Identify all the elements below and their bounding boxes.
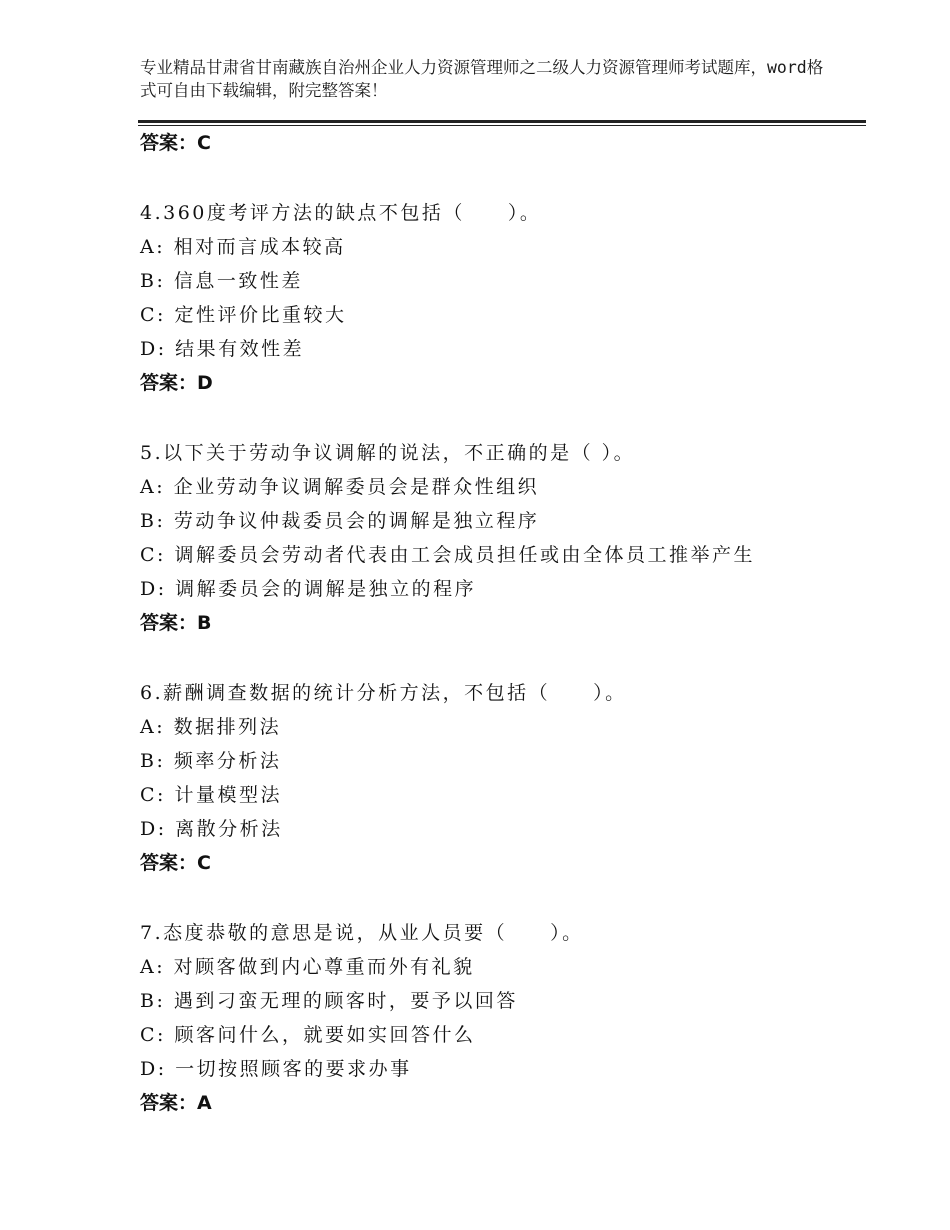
option-a: A: 数据排列法 <box>140 716 282 738</box>
answer-prev: 答案：C <box>140 132 211 154</box>
option-c: C: 定性评价比重较大 <box>140 304 347 326</box>
option-b: B: 遇到刁蛮无理的顾客时，要予以回答 <box>140 990 518 1012</box>
option-b: B: 信息一致性差 <box>140 270 303 292</box>
answer: 答案：B <box>140 612 212 634</box>
question-6 <box>140 676 880 880</box>
option-a: A: 相对而言成本较高 <box>140 236 346 258</box>
question-list <box>140 126 880 1120</box>
header-divider-thick <box>138 120 866 123</box>
option-d: D: 离散分析法 <box>140 818 283 840</box>
option-b: B: 劳动争议仲裁委员会的调解是独立程序 <box>140 510 540 532</box>
option-d: D: 结果有效性差 <box>140 338 305 360</box>
document-header: 专业精品甘肃省甘南藏族自治州企业人力资源管理师之二级人力资源管理师考试题库，word格式可自由下载编辑，附完整答案！ <box>140 58 824 100</box>
question-stem: 7.态度恭敬的意思是说，从业人员要（ ）。 <box>140 922 584 944</box>
answer: 答案：C <box>140 852 211 874</box>
question-4 <box>140 196 880 400</box>
option-a: A: 对顾客做到内心尊重而外有礼貌 <box>140 956 475 978</box>
question-5 <box>140 436 880 640</box>
option-d: D: 调解委员会的调解是独立的程序 <box>140 578 477 600</box>
question-7 <box>140 916 880 1120</box>
option-b: B: 频率分析法 <box>140 750 282 772</box>
option-c: C: 调解委员会劳动者代表由工会成员担任或由全体员工推举产生 <box>140 544 755 566</box>
question-stem: 6.薪酬调查数据的统计分析方法，不包括（ ）。 <box>140 682 627 704</box>
question-stem: 4.360度考评方法的缺点不包括（ ）。 <box>140 202 542 224</box>
answer: 答案：D <box>140 372 213 394</box>
question-stem: 5.以下关于劳动争议调解的说法，不正确的是（ ）。 <box>140 442 636 464</box>
option-c: C: 计量模型法 <box>140 784 282 806</box>
option-a: A: 企业劳动争议调解委员会是群众性组织 <box>140 476 540 498</box>
option-c: C: 顾客问什么，就要如实回答什么 <box>140 1024 476 1046</box>
answer: 答案：A <box>140 1092 212 1114</box>
option-d: D: 一切按照顾客的要求办事 <box>140 1058 412 1080</box>
